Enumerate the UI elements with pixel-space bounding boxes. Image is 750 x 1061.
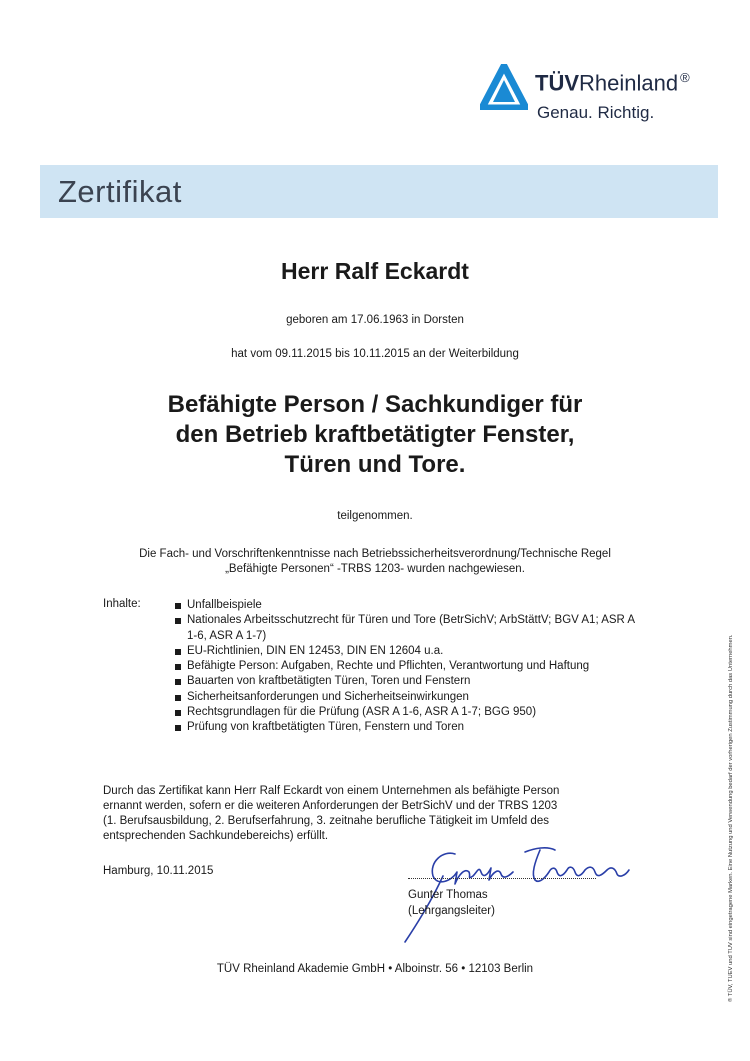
bullet-square-icon <box>175 618 181 624</box>
contents-list <box>175 598 645 736</box>
course-title-line: Befähigte Person / Sachkundiger für <box>167 391 583 418</box>
bullet-square-icon <box>175 649 181 655</box>
signer-role: (Lehrgangsleiter) <box>408 905 495 917</box>
contents-item <box>175 720 645 735</box>
tuv-rheinland-logo <box>480 62 720 132</box>
bullet-square-icon <box>175 725 181 731</box>
contents-item-text: Prüfung von kraftbetätigten Türen, Fenstern und Toren <box>187 721 465 734</box>
registered-mark: ® <box>680 70 690 85</box>
course-dates: hat vom 09.11.2015 bis 10.11.2015 an der Weiterbildung <box>231 348 519 360</box>
contents-item-text: Bauarten von kraftbetätigten Türen, Toren und Fenstern <box>187 675 471 688</box>
contents-label: Inhalte: <box>103 598 141 610</box>
closing-line: (1. Berufsausbildung, 2. Berufserfahrung, 3. zeitnahe berufliche Tätigkeit im Umfeld des <box>103 815 549 827</box>
contents-item <box>175 644 645 659</box>
tuv-triangle-icon <box>480 64 528 110</box>
bullet-square-icon <box>175 679 181 685</box>
signature-line <box>408 878 596 879</box>
contents-item <box>175 690 645 705</box>
competence-statement <box>0 547 750 577</box>
contents-item-text: Sicherheitsanforderungen und Sicherheitseinwirkungen <box>187 690 469 703</box>
contents-item <box>175 659 645 674</box>
certificate-title: Zertifikat <box>58 174 182 209</box>
brand-name <box>535 70 690 96</box>
birth-info: geboren am 17.06.1963 in Dorsten <box>286 314 464 326</box>
contents-item-text: EU-Richtlinien, DIN EN 12453, DIN EN 12604 u.a. <box>187 644 444 657</box>
closing-line: entsprechenden Sachkundebereichs) erfüllt. <box>103 830 329 842</box>
signer-name: Gunter Thomas <box>408 889 488 901</box>
course-title-line: den Betrieb kraftbetätigter Fenster, <box>175 421 575 448</box>
certificate-banner <box>40 165 718 218</box>
place-date: Hamburg, 10.11.2015 <box>103 865 214 877</box>
contents-item-text: Rechtsgrundlagen für die Prüfung (ASR A 1-6, ASR A 1-7; BGG 950) <box>187 706 537 719</box>
statement-line: „Befähigte Personen“ -TRBS 1203- wurden nachgewiesen. <box>225 563 525 575</box>
bullet-square-icon <box>175 603 181 609</box>
contents-item-text: Unfallbeispiele <box>187 599 262 611</box>
course-title <box>0 390 750 480</box>
bullet-square-icon <box>175 695 181 701</box>
contents-item <box>175 613 645 644</box>
contents-item-text: Nationales Arbeitsschutzrecht für Türen und Tore (BetrSichV; ArbStättV; BGV A1; ASR A 1-6, ASR A 1-7) <box>187 614 635 642</box>
contents-item <box>175 674 645 689</box>
closing-line: Durch das Zertifikat kann Herr Ralf Eckardt von einem Unternehmen als befähigte Person <box>103 785 560 797</box>
contents-item <box>175 598 645 613</box>
participation-text: teilgenommen. <box>337 510 413 522</box>
contents-item <box>175 705 645 720</box>
course-title-line: Türen und Tore. <box>284 451 466 478</box>
closing-line: ernannt werden, sofern er die weiteren Anforderungen der BetrSichV und der TRBS 1203 <box>103 800 558 812</box>
brand-regular: Rheinland <box>579 70 679 96</box>
bullet-square-icon <box>175 664 181 670</box>
statement-line: Die Fach- und Vorschriftenkenntnisse nach Betriebssicherheitsverordnung/Technische Regel <box>139 548 611 560</box>
bullet-square-icon <box>175 710 181 716</box>
brand-bold: TÜV <box>535 70 579 96</box>
contents-item-text: Befähigte Person: Aufgaben, Rechte und Pflichten, Verantwortung und Haftung <box>187 660 590 673</box>
brand-tagline: Genau. Richtig. <box>537 103 655 122</box>
footer-address: TÜV Rheinland Akademie GmbH • Alboinstr. 56 • 12103 Berlin <box>216 963 534 975</box>
trademark-note: ® TÜV, TUEV und TUV sind eingetragene Marken. Eine Nutzung und Verwendung bedarf der vorherigen Zustimmung durch das Unternehmen. <box>728 634 734 1002</box>
recipient-name: Herr Ralf Eckardt <box>281 258 469 284</box>
